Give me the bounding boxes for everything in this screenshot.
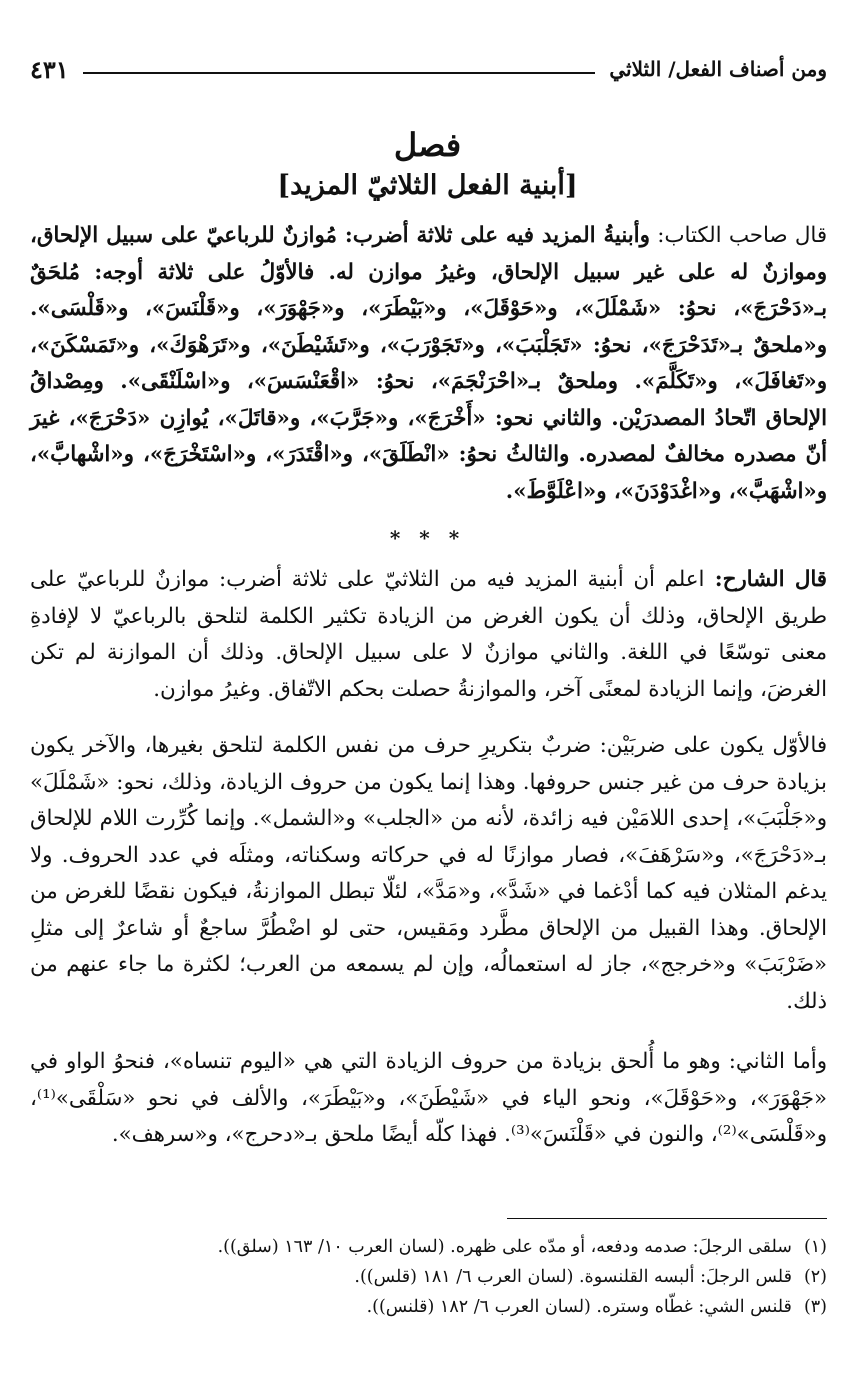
sharh-paragraph-1	[30, 562, 827, 708]
separator-stars: * * *	[389, 526, 466, 550]
header-rule	[83, 72, 596, 74]
footnote-number: (٢)	[803, 1267, 827, 1287]
sharh-paragraph-3: وأما الثاني: وهو ما أُلحق بزيادة من حروف الزيادة التي هي «اليوم تنساه»، فنحوُ الواو في «جَهْوَرَ»، و«حَوْقَلَ»، ونحو الياء في «شَيْطَنَ»، و«بَيْطَرَ»، والألف في نحو «سَلْقَى»⁽¹⁾، و«قَلْسَى»⁽²⁾، والنون في «قَلْنَسَ»⁽³⁾. فهذا كلّه أيضًا ملحق بـ«دحرج»، و«سرهف».	[30, 1049, 827, 1147]
footnote-3	[30, 1292, 827, 1322]
footnote-text: قلس الرجلَ: ألبسه القلنسوة. (لسان العرب ٦/ ١٨١ (قلس)).	[354, 1267, 792, 1287]
matn-text: وأبنيةُ المزيد فيه على ثلاثة أضرب: مُوازنٌ للرباعيّ على سبيل الإلحاق، وموازنٌ له على غير سبيل الإلحاق، وغيرُ موازن له. فالأوّلُ على ثلاثة أوجه: مُلحَقٌ بـ«دَحْرَجَ»، نحوُ: «شَمْلَلَ»، و«حَوْقَلَ»، و«بَيْطَرَ»، و«جَهْوَرَ»، و«قَلْنَسَ»، و«قَلْسَى». و«ملحقٌ بـ«تَدَحْرَجَ»، نحوُ: «تَجَلْبَبَ»، و«تَجَوْرَبَ»، و«تَشَيْطَنَ»، و«تَرَهْوَكَ»، و«تَمَسْكَنَ»، و«تَغافَلَ»، و«تَكَلَّمَ». وملحقٌ بـ«احْرَنْجَمَ»، نحوُ: «اقْعَنْسَسَ»، و«اسْلَنْقَى». ومِصْداقُ الإلحاق اتّحادُ المصدرَيْن. والثاني نحو: «أَخْرَجَ»، و«جَرَّبَ»، و«قاتَلَ»، يُوازِن «دَحْرَجَ»، غيرَ أنّ مصدره مخالفٌ لمصدره. والثالثُ نحوُ: «انْطَلَقَ»، و«اقْتَدَرَ»، و«اسْتَخْرَجَ»، و«اشْهابَّ»، و«اشْهَبَّ»، و«اغْدَوْدَنَ»، و«اعْلَوَّطَ».	[30, 223, 827, 504]
footnote-2	[30, 1262, 827, 1292]
footnote-1	[30, 1232, 827, 1262]
footnote-number: (١)	[803, 1237, 827, 1257]
footnote-text: قلنس الشي: غطّاه وستره. (لسان العرب ٦/ ١٨٢ (قلنس)).	[366, 1297, 792, 1317]
footnotes	[30, 1232, 827, 1322]
sharh-paragraph-2: فالأوّل يكون على ضربَيْن: ضربٌ بتكريرِ حرف من نفس الكلمة لتلحق بغيرها، والآخر يكون بزيادة حرف من غير جنس حروفها. وهذا إنما يكون من حروف الزيادة، وذلك، نحو: «شَمْلَلَ» و«جَلْبَبَ»، إحدى اللامَيْن فيه زائدة، لأنه من «الجلب» و«الشمل». وإنما كُرِّرت اللام للإلحاق بـ«دَحْرَجَ»، و«سَرْهَفَ»، فصار موازنًا له في حركاته وسكناته، ومثلَه في عدد الحروف. ولا يدغم المثلان فيه كما أدْغما في «شَدَّ»، و«مَدَّ»، لئلّا تبطل الموازنةُ، فيكون نقضًا للغرض من الإلحاق. وهذا القبيل من الإلحاق مطَّرد ومَقيس، حتى لو اضْطُرَّ ساجعٌ أو شاعرٌ إلى مثلِ «ضَرْبَبَ» و«خرجج»، جاز له استعمالُه، وإن لم يسمعه من العرب؛ لكثرة ما جاء عنهم من ذلك.	[30, 733, 827, 1014]
sharh-lead: قال الشارح:	[704, 567, 827, 592]
running-title: ومن أصناف الفعل/ الثلاثي	[609, 57, 827, 81]
footnote-text: سلقى الرجلَ: صدمه ودفعه، أو مدّه على ظهره. (لسان العرب ١٠/ ١٦٣ (سلق)).	[217, 1237, 792, 1257]
page-header	[30, 52, 827, 86]
section-title: فصل	[393, 126, 462, 164]
footnote-rule	[507, 1218, 827, 1219]
matn-lead: قال صاحب الكتاب:	[649, 223, 827, 248]
page-number: ٤٣١	[30, 54, 69, 84]
footnote-number: (٣)	[803, 1297, 827, 1317]
matn-paragraph	[30, 218, 827, 510]
section-subtitle: [أبنية الفعل الثلاثيّ المزيد]	[277, 170, 578, 201]
sharh-text-1: اعلم أن أبنية المزيد فيه من الثلاثيّ على ثلاثة أضرب: موازنٌ للرباعيّ على طريق الإلحاق، وذلك أن يكون الغرض من الزيادة تكثير الكلمة لتلحق بالرباعيّ لا لإفادةِ معنى توسّعًا في اللغة. والثاني موازنٌ لا على سبيل الإلحاق. وذلك أن الموازنة لم تكن الغرضَ، وإنما الزيادة لمعنًى آخر، والموازنةُ حصلت بحكم الاتّفاق. وغيرُ موازن.	[30, 567, 827, 702]
